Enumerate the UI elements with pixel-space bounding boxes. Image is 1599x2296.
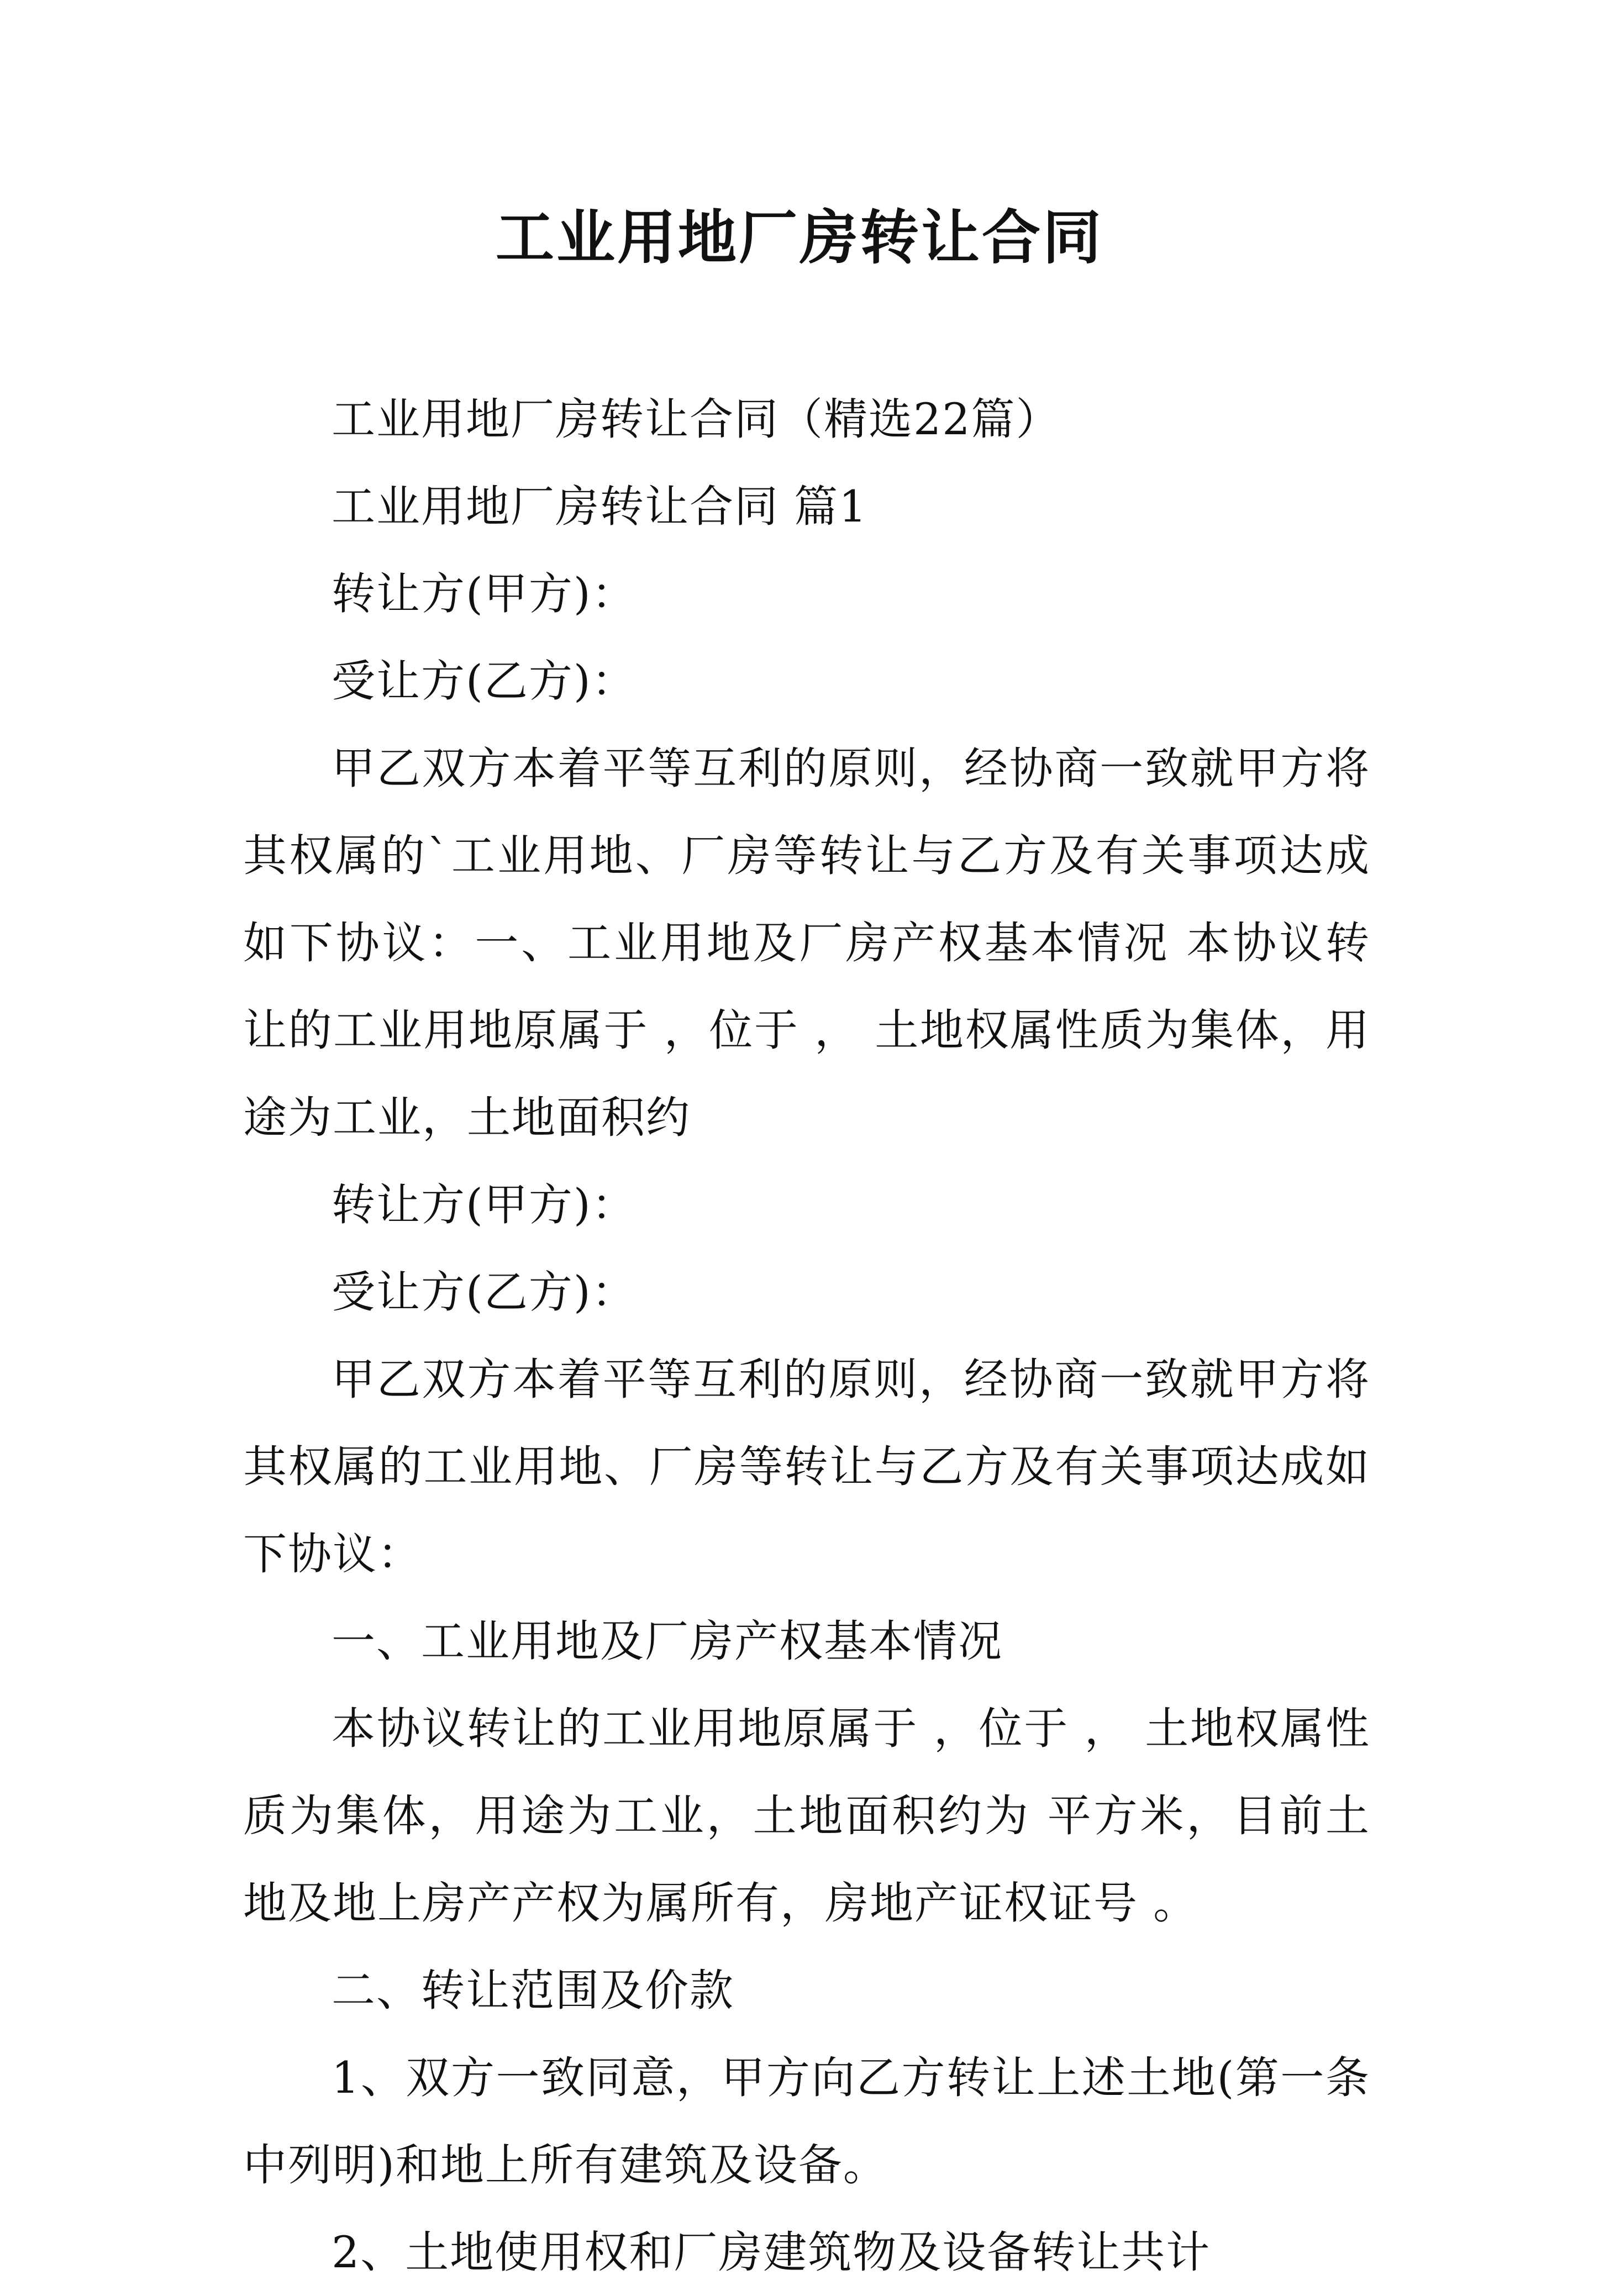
- document-body: [243, 376, 1370, 2296]
- paragraph-transferor: 转让方(甲方)：: [332, 1179, 637, 1230]
- paragraph-clause: 1、双方一致同意，甲方向乙方转让上述土地(第一条中列明)和地上所有建筑及设备。: [243, 2052, 1370, 2190]
- paragraph-section-title: 工业用地厂房转让合同 篇1: [332, 481, 868, 532]
- document-title: 工业用地厂房转让合同: [496, 203, 1103, 272]
- paragraph-article-body: 本协议转让的工业用地原属于 ，位于 ， 土地权属性质为集体，用途为工业，土地面积约为 平方米，目前土地及地上房产产权为属所有，房地产证权证号 。: [243, 1703, 1370, 1929]
- paragraph-article-heading: 二、转让范围及价款: [332, 1965, 734, 2016]
- paragraph-agreement-intro: 甲乙双方本着平等互利的原则，经协商一致就甲方将其权属的工业用地、厂房等转让与乙方及有关事项达成如下协议：: [243, 1354, 1370, 1579]
- paragraph-transferee: 受让方(乙方)：: [332, 1267, 637, 1318]
- paragraph-transferee: 受让方(乙方)：: [332, 656, 637, 707]
- paragraph-agreement-intro: 甲乙双方本着平等互利的原则，经协商一致就甲方将其权属的`工业用地、厂房等转让与乙方及有关事项达成如下协议：一、工业用地及厂房产权基本情况 本协议转让的工业用地原属于 ，位于 ， 土地权属性质为集体，用途为工业，土地面积约: [243, 743, 1370, 1143]
- paragraph-heading: 工业用地厂房转让合同（精选22篇）: [332, 394, 1061, 445]
- paragraph-article-heading: 一、工业用地及厂房产权基本情况: [332, 1616, 1003, 1667]
- paragraph-clause: 2、土地使用权和厂房建筑物及设备转让共计: [332, 2227, 1211, 2278]
- paragraph-transferor: 转让方(甲方)：: [332, 568, 637, 619]
